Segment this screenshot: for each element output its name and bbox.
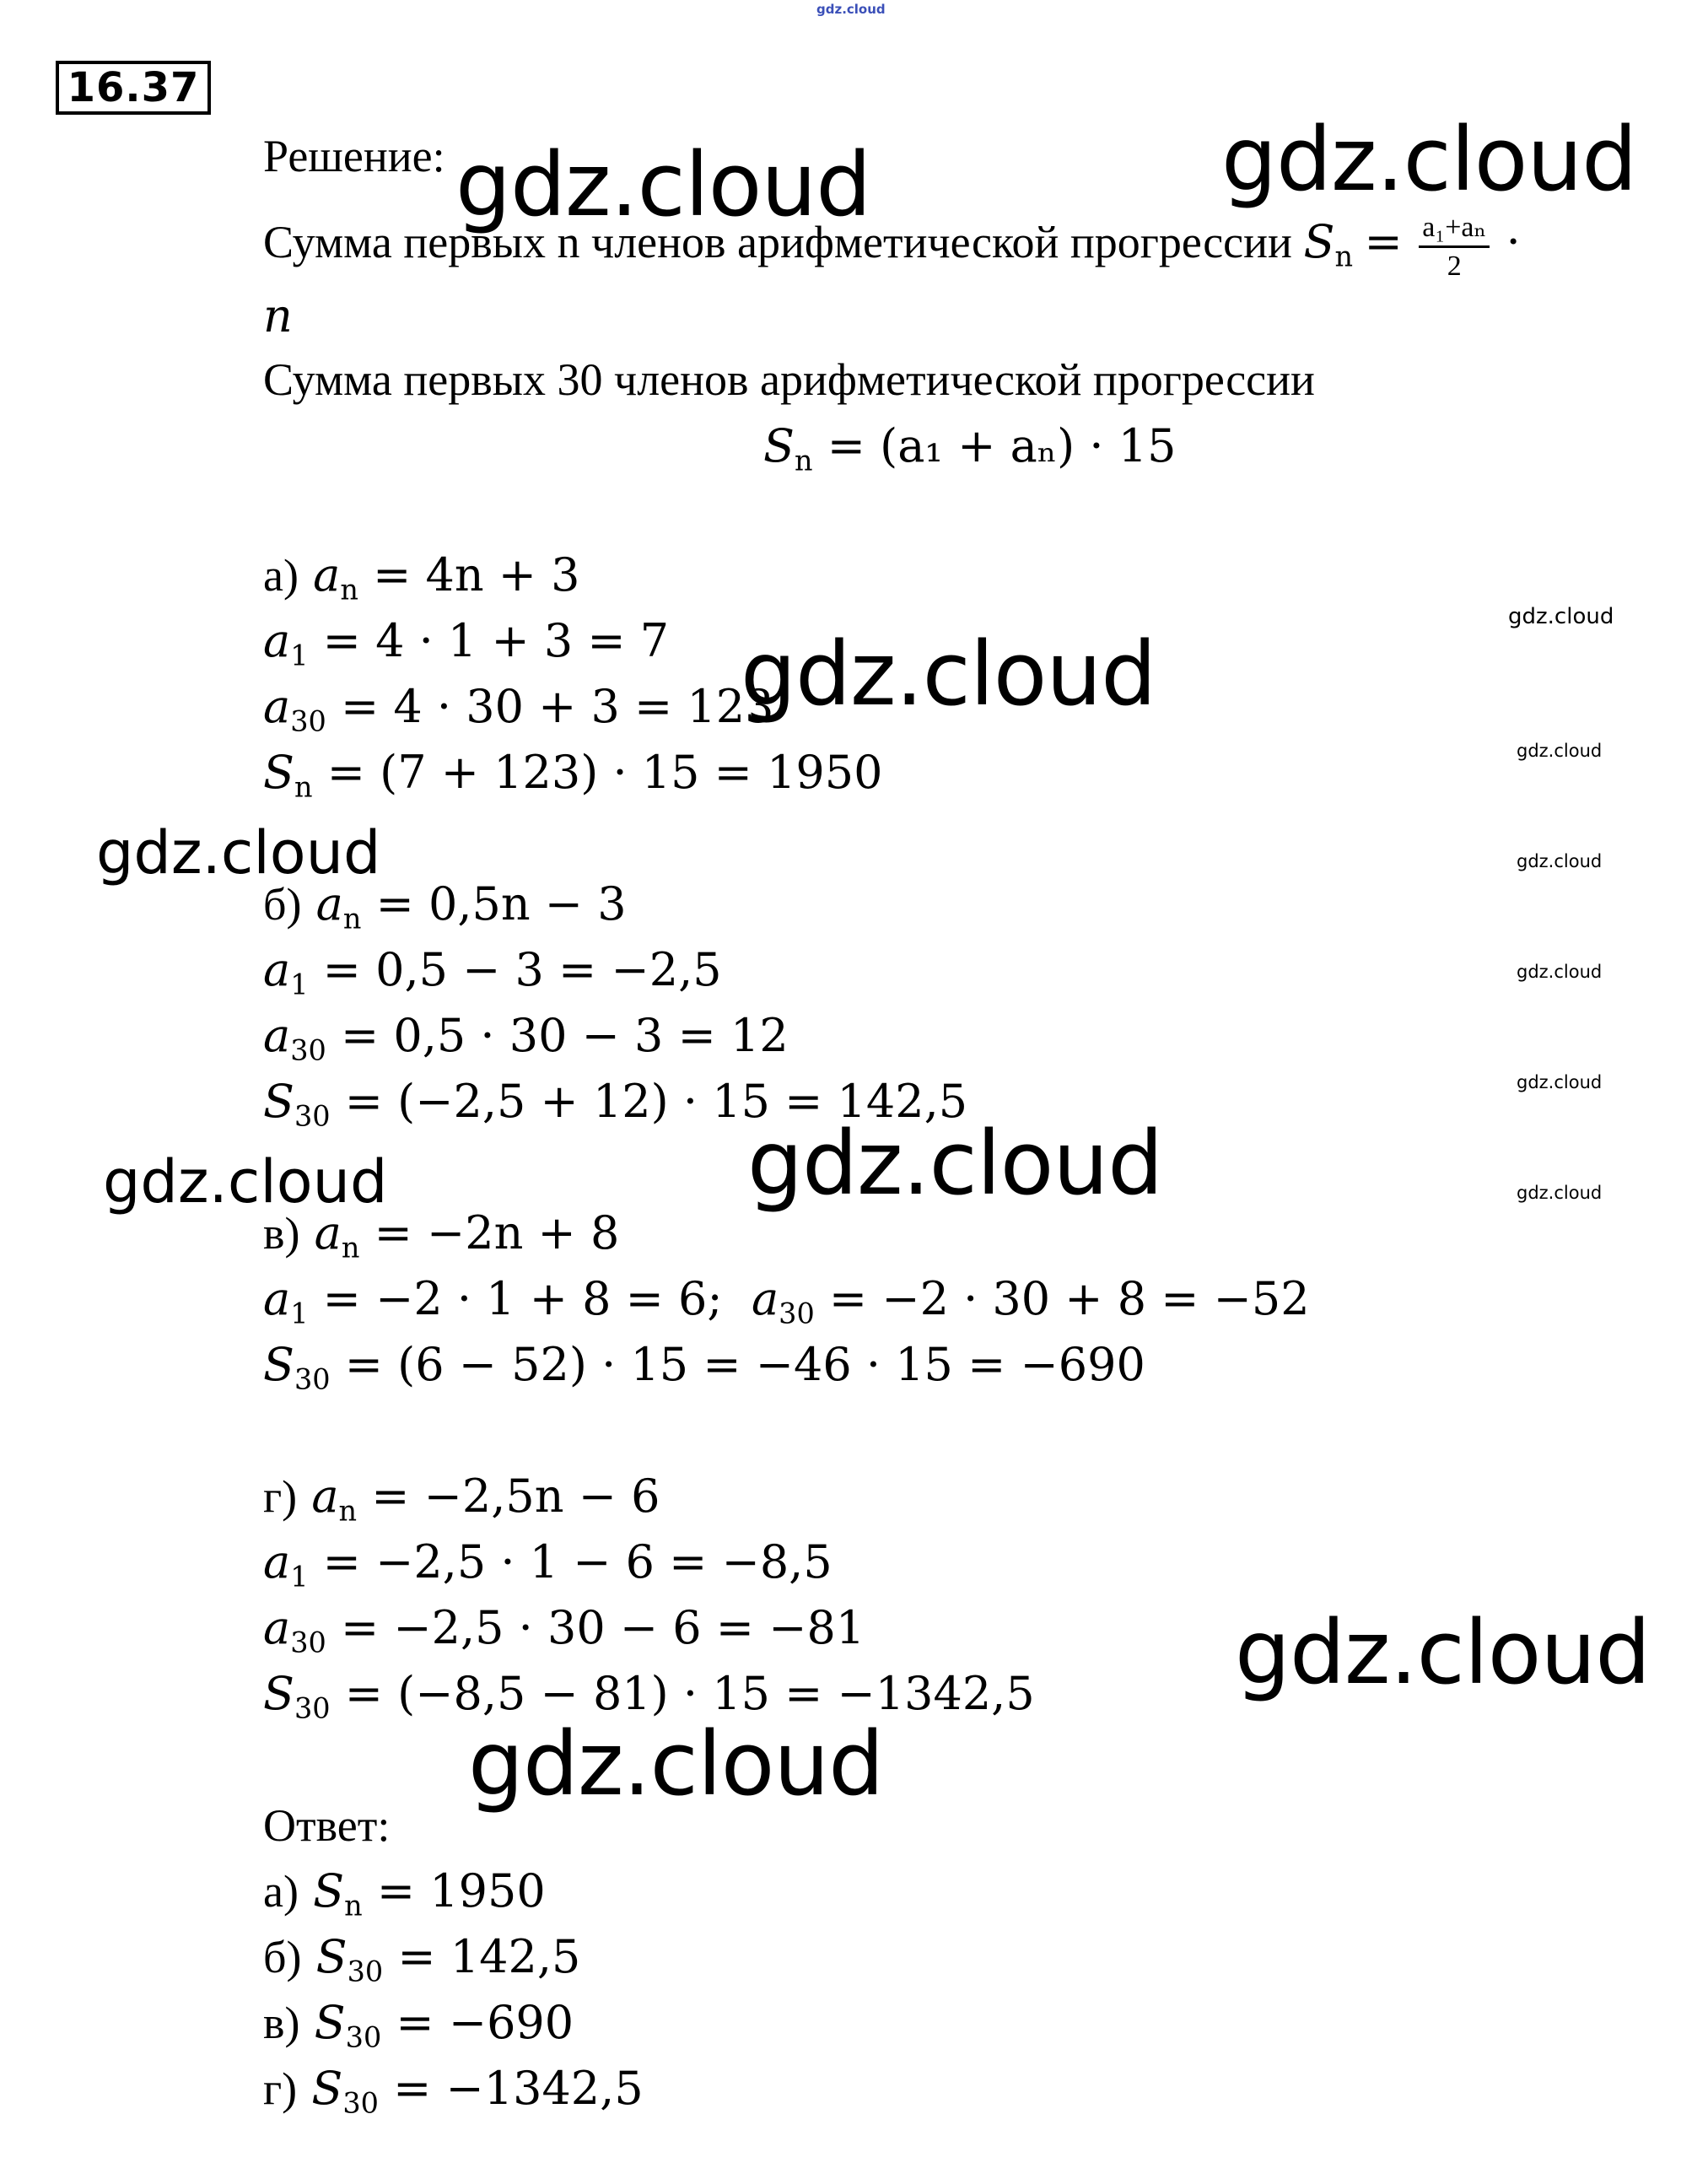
answer-a-label: а) <box>263 1866 299 1917</box>
part-b-a1: a1 = 0,5 − 3 = −2,5 <box>263 943 722 1001</box>
part-c-sum: S30 = (6 − 52) · 15 = −46 · 15 = −690 <box>263 1338 1145 1396</box>
watermark: gdz.cloud <box>1508 604 1614 629</box>
part-c-label: в) <box>263 1208 300 1259</box>
part-c-sum-value: = (6 − 52) · 15 = −46 · 15 = −690 <box>344 1338 1145 1391</box>
sum-formula-line <box>263 211 1521 283</box>
watermark: gdz.cloud <box>455 133 871 236</box>
answer-b: б) S30 = 142,5 <box>263 1930 581 1988</box>
part-a-def-value: = 4n + 3 <box>373 548 580 601</box>
part-b-label: б) <box>263 879 302 930</box>
sum-formula-fraction <box>1419 211 1490 283</box>
answer-d-value: = −1342,5 <box>393 2062 644 2115</box>
sum30-text: Сумма первых 30 членов арифметической прогрессии <box>263 354 1315 405</box>
sum30-formula-rhs: (a₁ + aₙ) · 15 <box>880 419 1177 472</box>
sum30-formula: Sn = (a₁ + aₙ) · 15 <box>763 419 1177 477</box>
part-b-sum: S30 = (−2,5 + 12) · 15 = 142,5 <box>263 1075 968 1133</box>
part-b-a30: a30 = 0,5 · 30 − 3 = 12 <box>263 1009 789 1067</box>
task-number: 16.37 <box>67 64 200 111</box>
part-b-def: б) an = 0,5n − 3 <box>263 877 627 936</box>
watermark: gdz.cloud <box>1517 741 1603 761</box>
answer-b-value: = 142,5 <box>397 1930 581 1983</box>
part-a-a30-value: = 4 · 30 + 3 = 123 <box>340 680 774 733</box>
watermark: gdz.cloud <box>741 623 1156 725</box>
sum-formula-tail <box>263 289 293 342</box>
sum-formula-subscript: n <box>1334 240 1353 273</box>
watermark: gdz.cloud <box>1517 962 1603 982</box>
sum-formula-n: n <box>263 289 293 342</box>
sum-formula-text: Сумма первых n членов арифметической прогрессии <box>263 216 1292 267</box>
part-a-sum: Sn = (7 + 123) · 15 = 1950 <box>263 746 883 804</box>
watermark: gdz.cloud <box>1517 1072 1603 1092</box>
part-c-a1-value: = −2 · 1 + 8 = 6; <box>322 1272 723 1325</box>
watermark: gdz.cloud <box>1221 108 1637 211</box>
answer-d-label: г) <box>263 2063 298 2114</box>
answer-c-label: в) <box>263 1998 300 2048</box>
part-a-a30: a30 = 4 · 30 + 3 = 123 <box>263 680 774 738</box>
part-d-a1-value: = −2,5 · 1 − 6 = −8,5 <box>322 1535 832 1588</box>
part-a-a1-value: = 4 · 1 + 3 = 7 <box>322 614 670 667</box>
watermark: gdz.cloud <box>468 1712 884 1815</box>
part-c-def: в) an = −2n + 8 <box>263 1206 620 1265</box>
part-b-sum-value: = (−2,5 + 12) · 15 = 142,5 <box>344 1075 968 1128</box>
sum-formula-symbol: S <box>1303 214 1335 268</box>
solution-label: Решение: <box>263 131 445 181</box>
part-a-label: а) <box>263 550 299 601</box>
fraction-numerator: a₁+aₙ <box>1419 211 1490 248</box>
part-c-a30-value: = −2 · 30 + 8 = −52 <box>828 1272 1310 1325</box>
part-b-def-value: = 0,5n − 3 <box>375 877 627 930</box>
answer-c: в) S30 = −690 <box>263 1996 574 2054</box>
task-number-box <box>56 61 211 115</box>
part-d-a1: a1 = −2,5 · 1 − 6 = −8,5 <box>263 1535 832 1594</box>
part-d-label: г) <box>263 1471 298 1522</box>
part-d-def-value: = −2,5n − 6 <box>371 1470 660 1523</box>
watermark: gdz.cloud <box>1517 851 1603 871</box>
top-watermark: gdz.cloud <box>816 2 886 17</box>
answer-a: а) Sn = 1950 <box>263 1864 546 1923</box>
fraction-denominator: 2 <box>1447 251 1462 283</box>
answer-label: Ответ: <box>263 1800 391 1851</box>
part-c-a1-a30: a1 = −2 · 1 + 8 = 6; a30 = −2 · 30 + 8 = −52 <box>263 1272 1310 1330</box>
watermark: gdz.cloud <box>747 1112 1163 1215</box>
part-c-def-value: = −2n + 8 <box>374 1206 620 1259</box>
answer-d: г) S30 = −1342,5 <box>263 2062 644 2120</box>
part-d-sum-value: = (−8,5 − 81) · 15 = −1342,5 <box>344 1667 1035 1720</box>
answer-b-label: б) <box>263 1932 302 1982</box>
part-d-def: г) an = −2,5n − 6 <box>263 1470 660 1528</box>
answer-c-value: = −690 <box>396 1996 574 2049</box>
sum-formula-equals: = <box>1364 214 1403 268</box>
watermark: gdz.cloud <box>1517 1183 1603 1203</box>
part-d-a30: a30 = −2,5 · 30 − 6 = −81 <box>263 1601 865 1659</box>
part-b-a1-value: = 0,5 − 3 = −2,5 <box>322 943 722 996</box>
watermark: gdz.cloud <box>96 818 381 887</box>
part-d-sum: S30 = (−8,5 − 81) · 15 = −1342,5 <box>263 1667 1035 1725</box>
part-a-def: а) an = 4n + 3 <box>263 548 580 607</box>
sum-formula-dot: · <box>1506 214 1521 268</box>
answer-a-value: = 1950 <box>376 1864 546 1917</box>
watermark: gdz.cloud <box>1235 1601 1651 1704</box>
watermark: gdz.cloud <box>103 1147 388 1216</box>
part-d-a30-value: = −2,5 · 30 − 6 = −81 <box>340 1601 865 1654</box>
part-a-a1: a1 = 4 · 1 + 3 = 7 <box>263 614 670 672</box>
part-a-sum-value: = (7 + 123) · 15 = 1950 <box>326 746 883 799</box>
part-b-a30-value: = 0,5 · 30 − 3 = 12 <box>340 1009 789 1062</box>
